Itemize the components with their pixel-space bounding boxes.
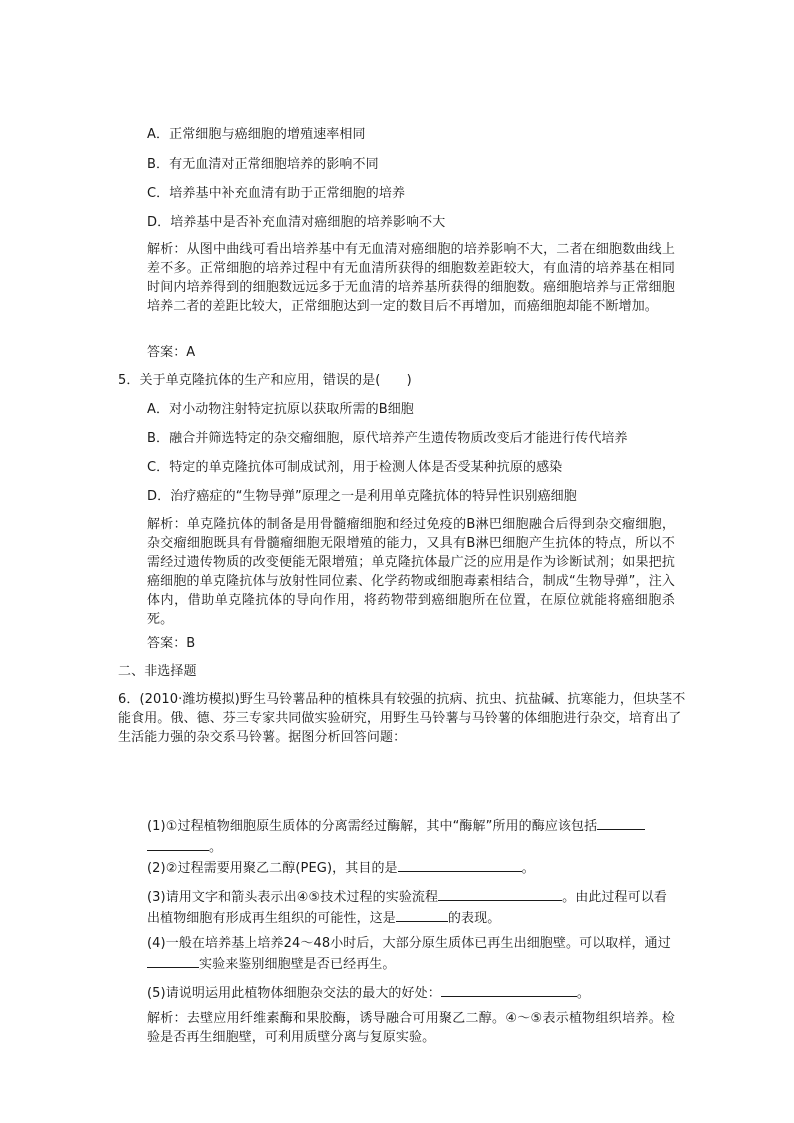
q6-stem: 6．(2010·潍坊模拟)野生马铃薯品种的植株具有较强的抗病、抗虫、抗盐碱、抗寒能力，但块茎不能食用。俄、德、芬三专家共同做实验研究，用野生马铃薯与马铃薯的体细胞进行杂交，培育出了生活能力强的杂交系马铃薯。据图分析回答问题： [118, 692, 686, 745]
section-heading: 二、非选择题 [118, 664, 197, 679]
q4-answer: 答案：A [147, 345, 196, 360]
q6-sub2 [147, 857, 679, 878]
q6-sub3-mid: 。由此过程可以看出植物细胞有形成再生组织的可能性，这是 [147, 890, 667, 926]
answer-blank[interactable] [597, 815, 645, 830]
answer-blank[interactable] [441, 982, 577, 997]
answer-blank[interactable] [147, 953, 199, 968]
q4-analysis: 解析：从图中曲线可看出培养基中有无血清对癌细胞的培养影响不大，二者在细胞数曲线上差不多。正常细胞的培养过程中有无血清所获得的细胞数差距较大，有血清的培养基在相同时间内培养得到的细胞数远远多于无血清的培养基所获得的细胞数。癌细胞培养与正常细胞培养二者的差距比较大，正常细胞达到一定的数目后不再增加，而癌细胞却能不断增加。 [147, 242, 675, 314]
q4-option-d: D．培养基中是否补充血清对癌细胞的培养影响不大 [147, 215, 446, 230]
answer-blank[interactable] [398, 857, 522, 872]
q6-sub5-text: (5)请说明运用此植物体细胞杂交法的最大的好处： [147, 986, 441, 1001]
q5-option-b: B．融合并筛选特定的杂交瘤细胞，原代培养产生遗传物质改变后才能进行传代培养 [147, 431, 628, 446]
q6-sub5-end: 。 [576, 986, 590, 1001]
q6-sub1 [147, 815, 679, 857]
q6-sub3-end: 的表现。 [447, 911, 501, 926]
q4-option-c: C．培养基中补充血清有助于正常细胞的培养 [147, 186, 406, 201]
answer-blank[interactable] [147, 836, 209, 851]
q6-sub3-text: (3)请用文字和箭头表示出④⑤技术过程的实验流程 [147, 890, 439, 905]
q6-sub2-text: (2)②过程需要用聚乙二醇(PEG)，其目的是 [147, 861, 398, 876]
q6-sub1-text: (1)①过程植物细胞原生质体的分离需经过酶解，其中“酶解”所用的酶应该包括 [147, 819, 598, 834]
q6-sub5 [147, 982, 679, 1003]
q6-sub2-end: 。 [521, 861, 535, 876]
q5-option-c: C．特定的单克隆抗体可制成试剂，用于检测人体是否受某种抗原的感染 [147, 460, 563, 475]
q6-sub4-end: 实验来鉴别细胞壁是否已经再生。 [199, 957, 396, 972]
q5-option-d: D．治疗癌症的“生物导弹”原理之一是利用单克隆抗体的特异性识别癌细胞 [147, 489, 577, 504]
q4-option-b: B．有无血清对正常细胞培养的影响不同 [147, 157, 379, 172]
q6-analysis: 解析：去壁应用纤维素酶和果胶酶，诱导融合可用聚乙二醇。④～⑤表示植物组织培养。检验是否再生细胞壁，可利用质壁分离与复原实验。 [147, 1011, 675, 1045]
q5-answer: 答案：B [147, 636, 196, 651]
answer-blank[interactable] [438, 886, 562, 901]
q6-sub4-text: (4)一般在培养基上培养24～48小时后，大部分原生质体已再生出细胞壁。可以取样，通过 [147, 936, 671, 951]
q6-sub3 [147, 886, 679, 928]
answer-blank[interactable] [396, 907, 448, 922]
q5-analysis: 解析：单克隆抗体的制备是用骨髓瘤细胞和经过免疫的B淋巴细胞融合后得到杂交瘤细胞，杂交瘤细胞既具有骨髓瘤细胞无限增殖的能力，又具有B淋巴细胞产生抗体的特点，所以不需经过遗传物质的改变便能无限增殖；单克隆抗体最广泛的应用是作为诊断试剂；如果把抗癌细胞的单克隆抗体与放射性同位素、化学药物或细胞毒素相结合，制成“生物导弹”，注入体内，借助单克隆抗体的导向作用，将药物带到癌细胞所在位置，在原位就能将癌细胞杀死。 [147, 517, 675, 627]
q6-sub1-end: 。 [209, 840, 223, 855]
q4-option-a: A．正常细胞与癌细胞的增殖速率相同 [147, 127, 366, 142]
q5-option-a: A．对小动物注射特定抗原以获取所需的B细胞 [147, 402, 414, 417]
q5-stem: 5．关于单克隆抗体的生产和应用，错误的是( ) [118, 373, 412, 388]
q6-sub4 [147, 934, 679, 974]
